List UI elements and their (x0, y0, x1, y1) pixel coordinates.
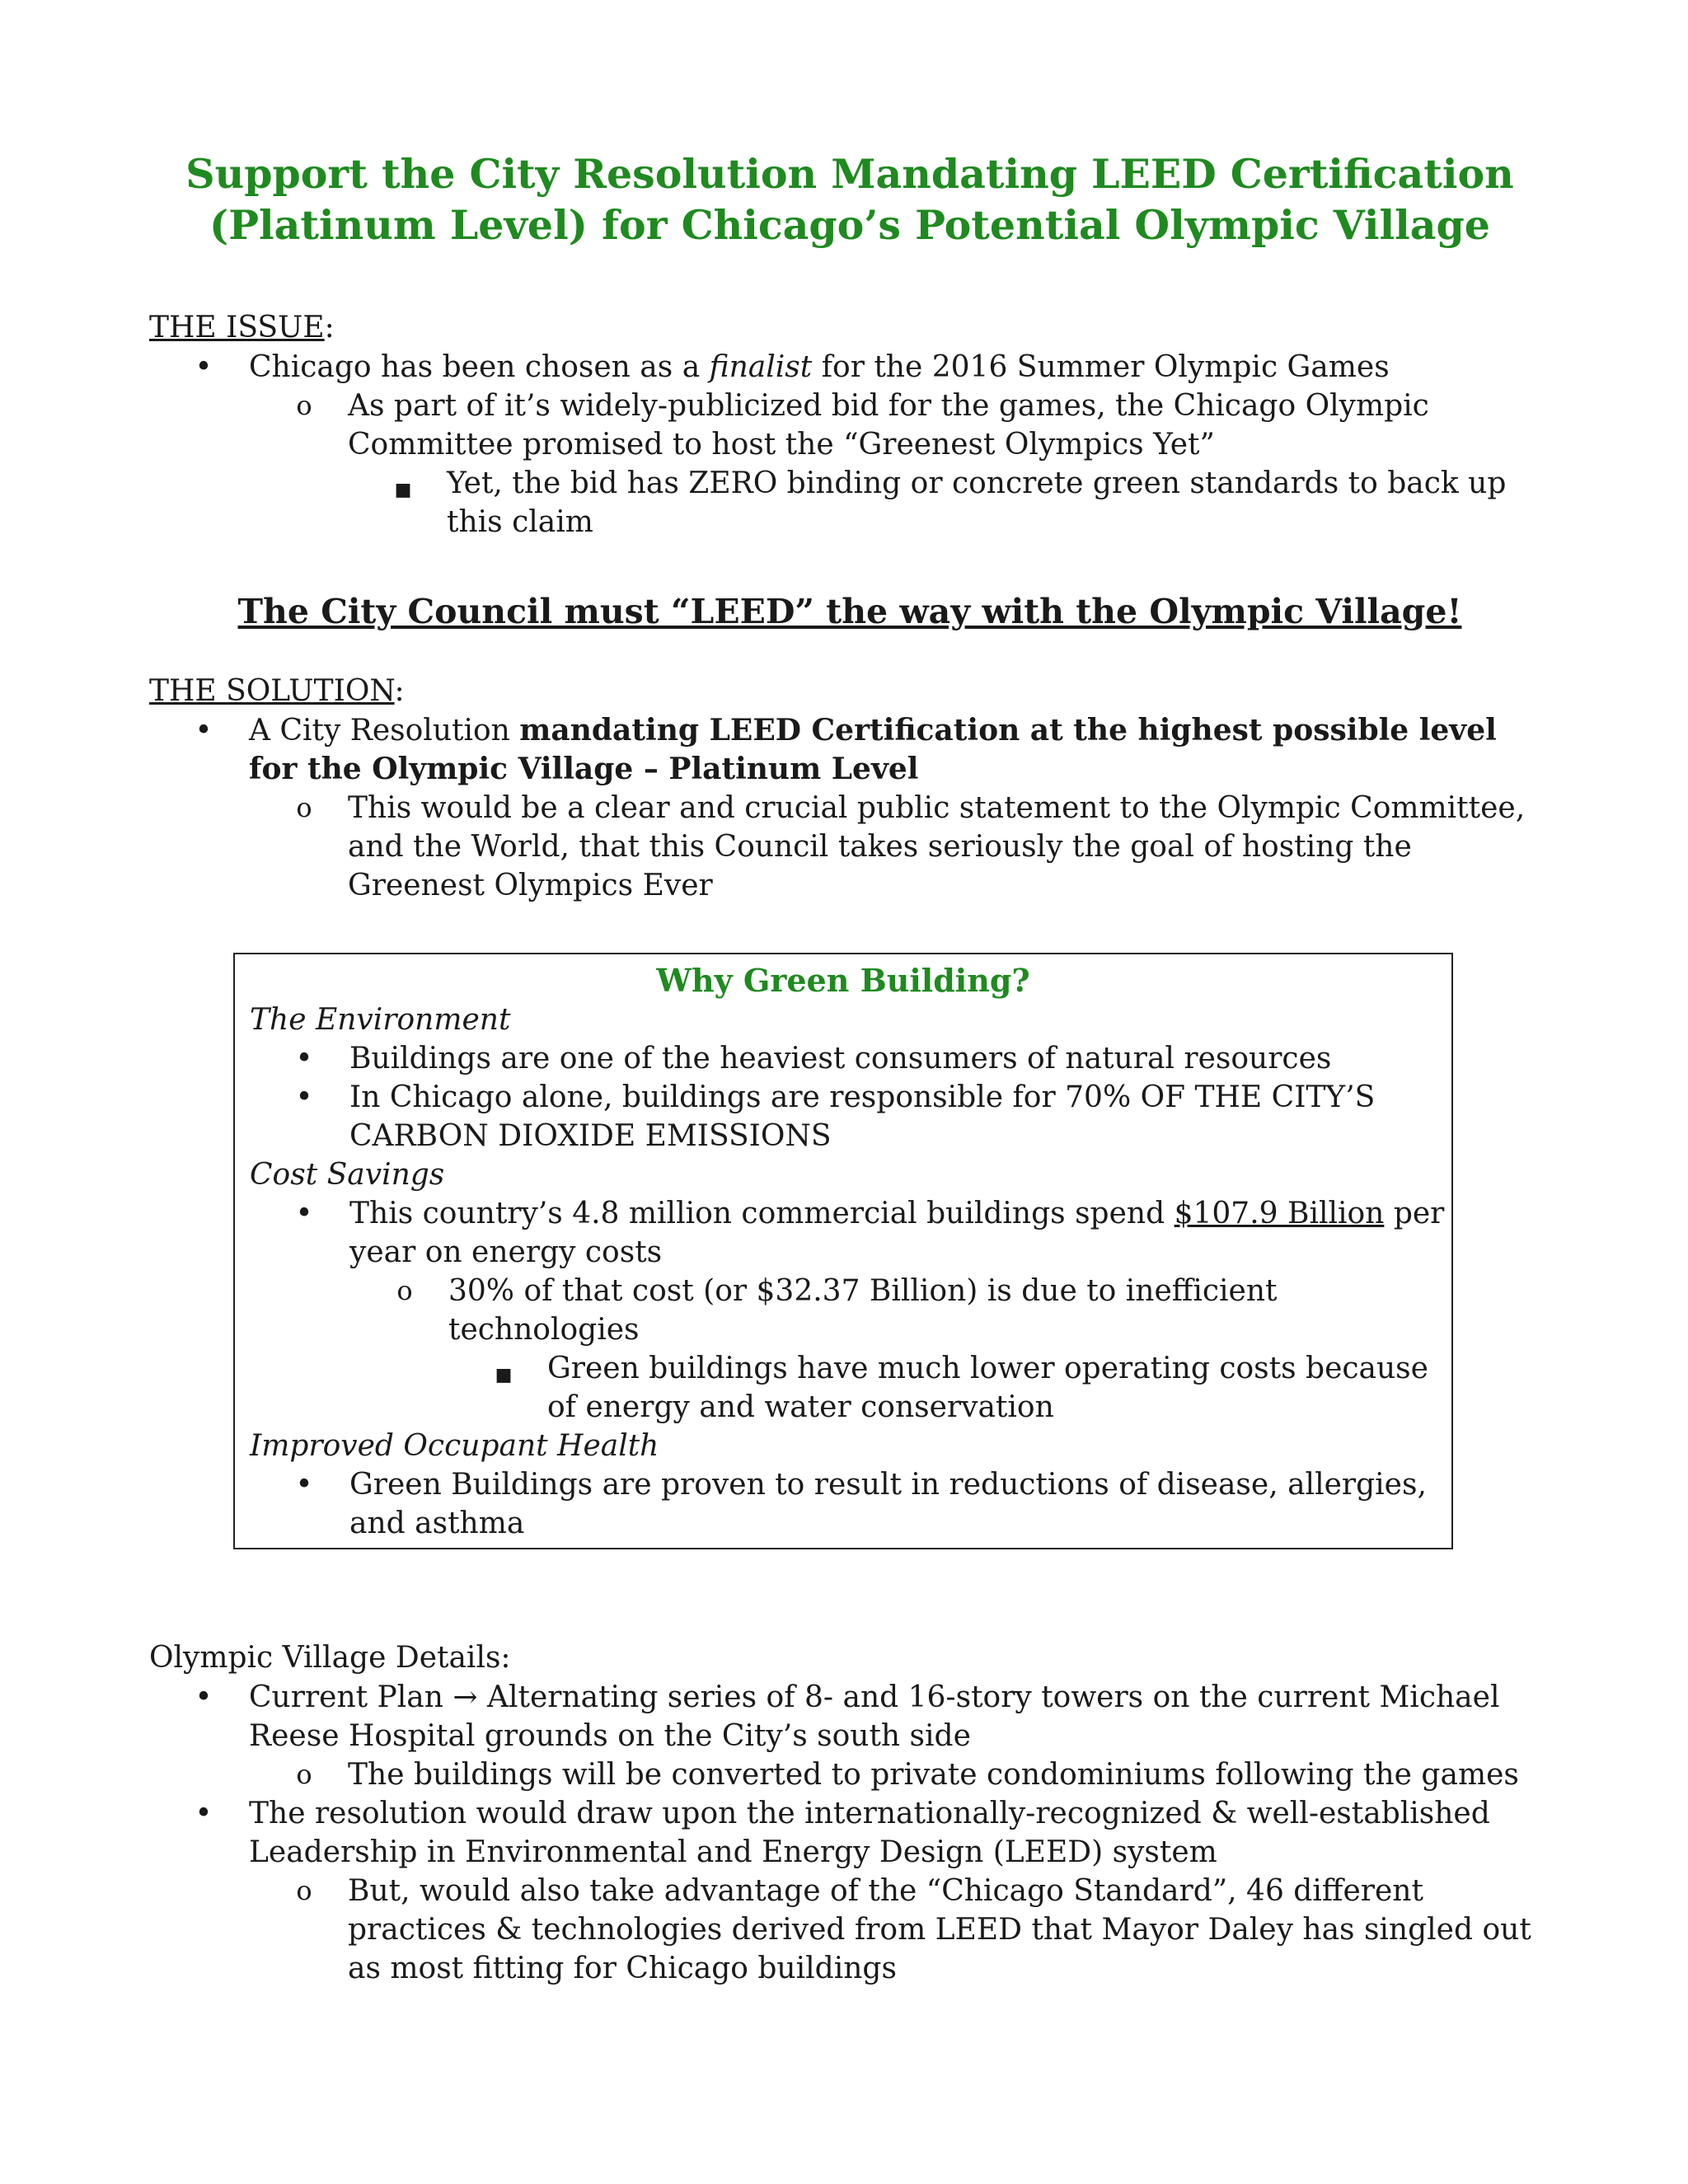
bullet-dot-icon: • (295, 1080, 313, 1114)
solution-bullet-1-bold: mandating LEED Certification at the highest possible level for the Olympic Village – Platinum Level (249, 713, 1497, 786)
document-title: Support the City Resolution Mandating LEED Certification (Platinum Level) for Chicago’s Potential Olympic Village (185, 150, 1514, 249)
box-cost-subbullet-1-text: 30% of that cost (or $32.37 Billion) is due to inefficient technologies (448, 1274, 1278, 1347)
village-bullet-1-text: Current Plan (249, 1680, 453, 1714)
village-subbullet-1 (149, 1755, 1550, 1794)
box-cost-heading: Cost Savings (250, 1158, 445, 1192)
box-cost-bullet-1 (235, 1194, 1451, 1272)
issue-subbullet-1-text: As part of it’s widely-publicized bid for the games, the Chicago Olympic Committee promised to host the “Greenest Olympics Yet” (348, 389, 1429, 462)
box-cost-subsubbullet-1 (235, 1349, 1451, 1427)
solution-heading-text: THE SOLUTION (149, 674, 395, 708)
bullet-dot-icon: • (295, 1468, 313, 1502)
bullet-circle-icon: o (296, 390, 312, 421)
box-environment-bullet-1-text: Buildings are one of the heaviest consumers of natural resources (349, 1042, 1332, 1076)
bullet-dot-icon: • (295, 1042, 313, 1076)
bullet-dot-icon: • (195, 1797, 213, 1830)
solution-heading (149, 672, 1550, 711)
issue-bullet-1-text-end: for the 2016 Summer Olympic Games (812, 350, 1390, 384)
village-bullet-2-text: The resolution would draw upon the internationally-recognized & well-established Leadership in Environmental and Energy Design (LEED) system (249, 1797, 1490, 1869)
box-cost-bullet-1-text-end: per year on energy costs (349, 1197, 1445, 1269)
village-subbullet-2 (149, 1872, 1550, 1988)
village-heading: Olympic Village Details: (149, 1641, 511, 1675)
bullet-square-icon: ■ (394, 480, 412, 500)
solution-heading-colon: : (394, 674, 405, 708)
solution-subbullet-1 (149, 789, 1550, 905)
box-environment-bullet-2 (235, 1078, 1451, 1155)
village-bullet-1 (149, 1678, 1550, 1755)
box-cost-subbullet-1 (235, 1272, 1451, 1349)
issue-subsubbullet-1-text: Yet, the bid has ZERO binding or concrete green standards to back up this claim (447, 466, 1507, 539)
box-environment-bullet-2-text: In Chicago alone, buildings are responsible for 70% OF THE CITY’S CARBON DIOXIDE EMISSIONS (349, 1080, 1376, 1153)
bullet-circle-icon: o (296, 792, 312, 823)
box-health-heading: Improved Occupant Health (250, 1429, 659, 1463)
right-arrow-icon: → (452, 1680, 478, 1714)
bullet-dot-icon: • (195, 714, 213, 748)
callout-heading: The City Council must “LEED” the way with the Olympic Village! (237, 592, 1462, 631)
bullet-circle-icon: o (396, 1275, 413, 1306)
issue-bullet-1 (149, 348, 1550, 387)
village-bullet-2 (149, 1794, 1550, 1872)
village-subbullet-2-text: But, would also take advantage of the “Chicago Standard”, 46 different practices & technologies derived from LEED that Mayor Daley has singled out as most fitting for Chicago buildings (348, 1874, 1531, 1985)
solution-bullet-1-text: A City Resolution (249, 714, 520, 748)
box-environment-bullet-1 (235, 1039, 1451, 1078)
solution-bullet-1 (149, 711, 1550, 789)
issue-heading-text: THE ISSUE (149, 311, 325, 344)
box-title: Why Green Building? (656, 962, 1030, 999)
bullet-dot-icon: • (195, 1680, 213, 1714)
box-cost-bullet-1-underlined: $107.9 Billion (1174, 1197, 1385, 1230)
issue-subsubbullet-1 (149, 464, 1550, 541)
bullet-circle-icon: o (296, 1759, 312, 1790)
issue-bullet-1-emphasis: finalist (709, 350, 813, 384)
issue-heading (149, 308, 1550, 348)
issue-subbullet-1 (149, 387, 1550, 464)
document-page (149, 148, 1550, 1988)
bullet-dot-icon: • (195, 350, 213, 384)
box-environment-heading: The Environment (250, 1003, 511, 1037)
village-bullet-1-text-end: Alternating series of 8- and 16-story towers on the current Michael Reese Hospital grounds on the City’s south side (249, 1680, 1500, 1753)
bullet-dot-icon: • (295, 1197, 313, 1230)
bullet-circle-icon: o (296, 1875, 312, 1906)
box-cost-bullet-1-text: This country’s 4.8 million commercial buildings spend (349, 1197, 1175, 1230)
solution-subbullet-1-text: This would be a clear and crucial public statement to the Olympic Committee, and the World, that this Council takes seriously the goal of hosting the Greenest Olympics Ever (348, 791, 1526, 902)
box-cost-subsubbullet-1-text: Green buildings have much lower operating costs because of energy and water conservation (547, 1352, 1428, 1424)
bullet-square-icon: ■ (495, 1365, 513, 1385)
box-health-bullet-1 (235, 1465, 1451, 1543)
issue-heading-colon: : (324, 311, 335, 344)
issue-bullet-1-text: Chicago has been chosen as a (249, 350, 710, 384)
village-subbullet-1-text: The buildings will be converted to private condominiums following the games (348, 1758, 1519, 1792)
box-health-bullet-1-text: Green Buildings are proven to result in reductions of disease, allergies, and asthma (349, 1468, 1427, 1540)
why-green-building-box (233, 953, 1453, 1549)
